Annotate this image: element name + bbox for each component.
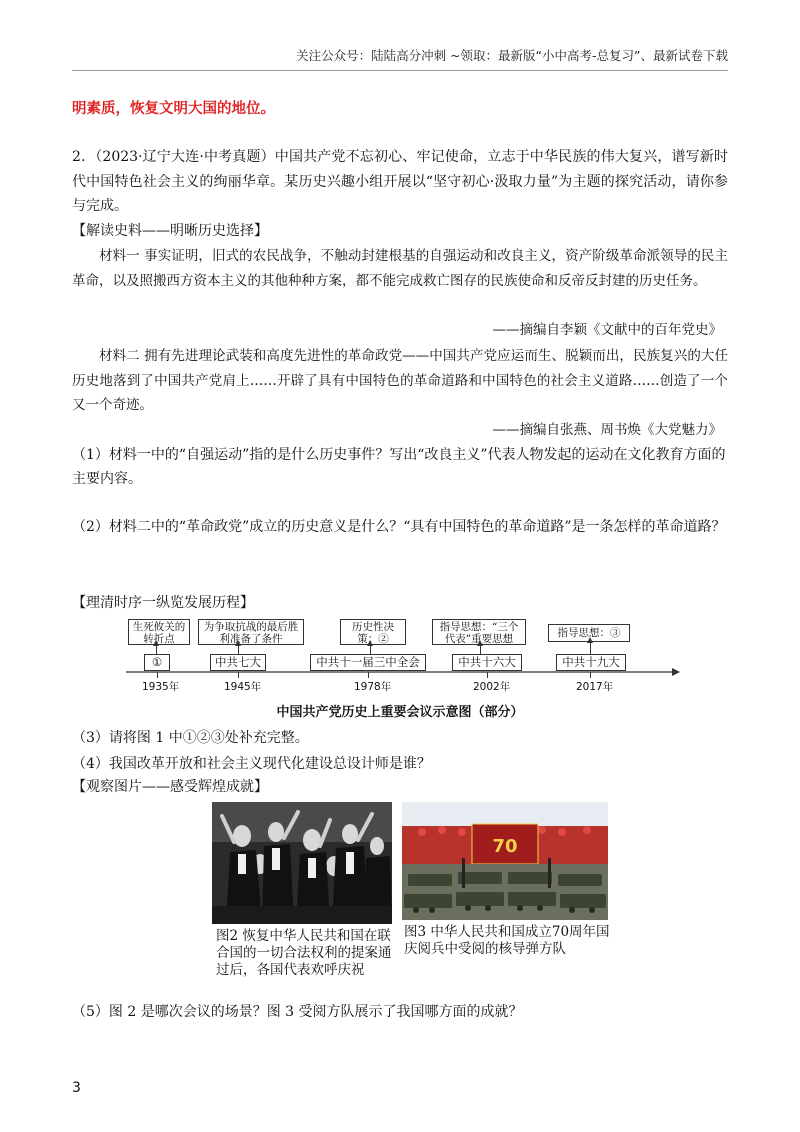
timeline-arrow-4 bbox=[480, 645, 481, 654]
material-two: 材料二 拥有先进理论武装和高度先进性的革命政党——中国共产党应运而生、脱颖而出，民族复兴的大任历史地落到了中国共产党肩上……开辟了具有中国特色的革命道路和中国特色的社会主义道路……创造了一个又一个奇迹。 bbox=[72, 348, 728, 413]
timeline-arrow-3 bbox=[370, 645, 371, 654]
figure-3-badge: 70 bbox=[492, 836, 518, 857]
timeline-axis bbox=[120, 666, 682, 680]
material-one-source: ——摘编自李颖《文献中的百年党史》 bbox=[492, 322, 722, 338]
sub-question-2: （2）材料二中的“革命政党”成立的历史意义是什么？“具有中国特色的革命道路”是一条怎样的革命道路？ bbox=[72, 519, 726, 535]
header-divider bbox=[72, 70, 728, 71]
timeline-year-4: 2002年 bbox=[473, 681, 511, 693]
question-intro: 2．（2023·辽宁大连·中考真题）中国共产党不忘初心、牢记使命，立志于中华民族的伟大复兴，谱写新时代中国特色社会主义的绚丽华章。某历史兴趣小组开展以“坚守初心·汲取力量”为主题的探究活动，请你参与完成。 bbox=[72, 149, 728, 214]
timeline-tick-3 bbox=[368, 672, 369, 678]
timeline-tick-2 bbox=[238, 672, 239, 678]
timeline-year-1: 1935年 bbox=[142, 681, 180, 693]
timeline-tick-4 bbox=[487, 672, 488, 678]
timeline-arrow-1 bbox=[156, 645, 157, 654]
figure-3-photo bbox=[402, 802, 608, 920]
timeline-arrow-2 bbox=[238, 645, 239, 654]
timeline-year-2: 1945年 bbox=[224, 681, 262, 693]
material-two-source: ——摘编自张燕、周书焕《大党魅力》 bbox=[492, 422, 722, 438]
timeline-arrow-5 bbox=[590, 642, 591, 654]
timeline-box-1: 生死攸关的转折点 bbox=[128, 619, 190, 645]
page-header: 关注公众号：陆陆高分冲刺 ~领取：最新版“小中高考-总复习”、最新试卷下载 bbox=[296, 48, 728, 63]
answer-tail: 明素质，恢复文明大国的地位。 bbox=[72, 101, 275, 117]
timeline-meeting-3: 中共十一届三中全会 bbox=[310, 654, 426, 671]
section-heading-timeline: 【理清时序一纵览发展历程】 bbox=[72, 595, 254, 611]
timeline-year-5: 2017年 bbox=[576, 681, 614, 693]
sub-question-3: （3）请将图 1 中①②③处补充完整。 bbox=[72, 730, 309, 746]
timeline-meeting-1: ① bbox=[144, 654, 170, 671]
timeline-box-2: 为争取抗战的最后胜利准备了条件 bbox=[198, 619, 304, 645]
sub-question-4: （4）我国改革开放和社会主义现代化建设总设计师是谁？ bbox=[72, 756, 431, 772]
timeline-box-4: 指导思想：“三个代表”重要思想 bbox=[432, 619, 526, 645]
material-one: 材料一 事实证明，旧式的农民战争，不触动封建根基的自强运动和改良主义，资产阶级革命派领导的民主革命，以及照搬西方资本主义的其他种种方案，都不能完成救亡图存的民族使命和反帝反封建的历史任务。 bbox=[72, 248, 728, 289]
figure-3-caption: 图3 中华人民共和国成立70周年国庆阅兵中受阅的核导弹方队 bbox=[404, 924, 610, 957]
timeline-meeting-2: 中共七大 bbox=[210, 654, 266, 671]
section-heading-pictures: 【观察图片——感受辉煌成就】 bbox=[72, 779, 268, 795]
timeline-box-3: 历史性决策：② bbox=[340, 619, 406, 645]
figure-2-caption: 图2 恢复中华人民共和国在联合国的一切合法权利的提案通过后，各国代表欢呼庆祝 bbox=[216, 928, 392, 978]
timeline-caption: 中国共产党历史上重要会议示意图（部分） bbox=[276, 705, 524, 720]
timeline-box-5: 指导思想：③ bbox=[548, 624, 630, 642]
timeline-meeting-5: 中共十九大 bbox=[556, 654, 626, 671]
timeline-year-3: 1978年 bbox=[354, 681, 392, 693]
timeline-meeting-4: 中共十六大 bbox=[452, 654, 522, 671]
timeline-tick-1 bbox=[157, 672, 158, 678]
timeline-tick-5 bbox=[590, 672, 591, 678]
sub-question-1: （1）材料一中的“自强运动”指的是什么历史事件？写出“改良主义”代表人物发起的运动在文化教育方面的主要内容。 bbox=[72, 447, 726, 487]
figure-2-photo bbox=[212, 802, 392, 924]
sub-question-5: （5）图 2 是哪次会议的场景？图 3 受阅方队展示了我国哪方面的成就？ bbox=[72, 1004, 523, 1020]
section-heading-materials: 【解读史料——明晰历史选择】 bbox=[72, 223, 268, 239]
page-number: 3 bbox=[72, 1080, 81, 1096]
